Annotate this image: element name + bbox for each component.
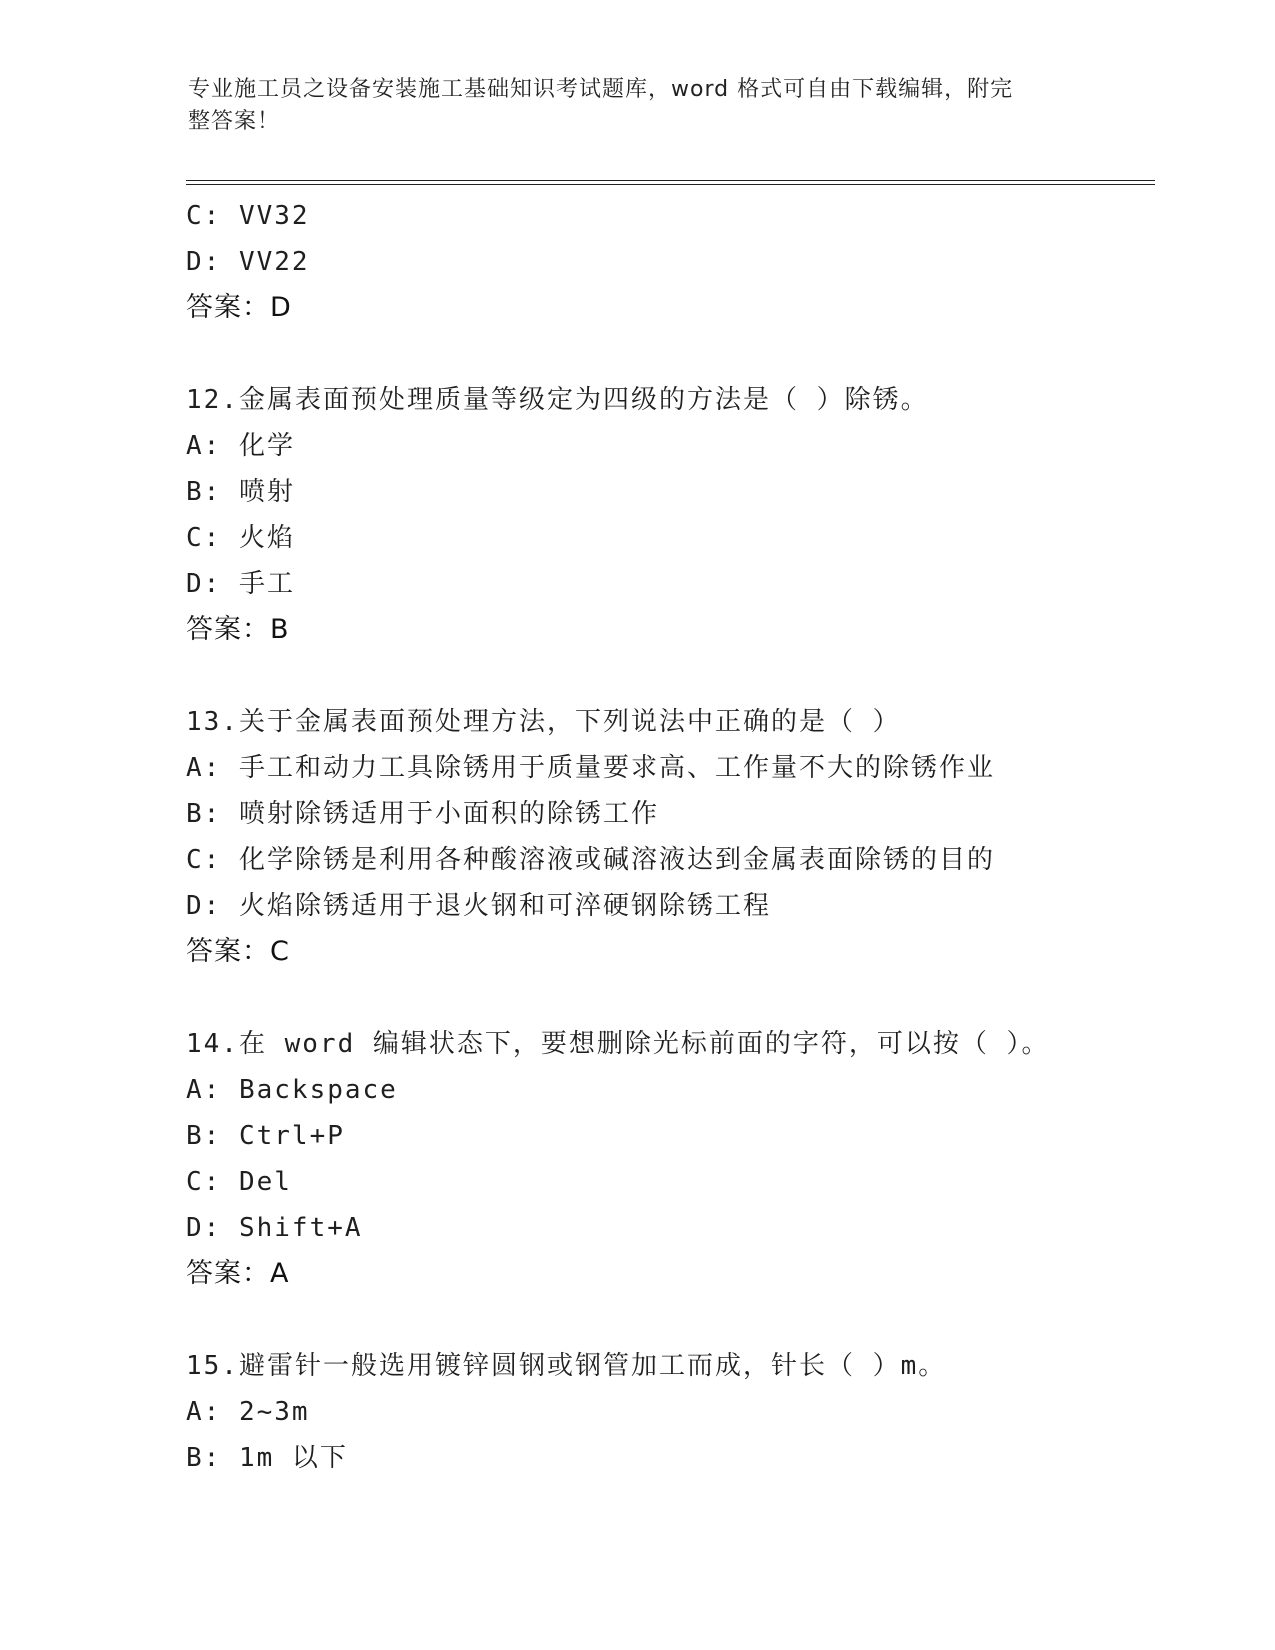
question-14 (186, 1021, 1186, 1297)
option-d: D: Shift+A (186, 1213, 363, 1243)
option-c: C: Del (186, 1167, 292, 1197)
question-12 (186, 377, 1186, 653)
question-11-continued (186, 193, 1186, 331)
answer-line: 答案：C (186, 936, 290, 967)
option-d: D: VV22 (186, 247, 310, 277)
option-d: D: 火焰除锈适用于退火钢和可淬硬钢除锈工程 (186, 891, 771, 921)
question-15 (186, 1343, 1186, 1481)
option-a: A: 2~3m (186, 1397, 310, 1427)
header-divider-bottom (186, 184, 1155, 185)
question-stem: 13.关于金属表面预处理方法，下列说法中正确的是（ ） (186, 707, 901, 737)
option-a: A: Backspace (186, 1075, 398, 1105)
document-header (188, 74, 1078, 138)
option-a: A: 手工和动力工具除锈用于质量要求高、工作量不大的除锈作业 (186, 753, 995, 783)
answer-line: 答案：B (186, 614, 290, 645)
option-b: B: 喷射除锈适用于小面积的除锈工作 (186, 799, 659, 829)
question-stem: 14.在 word 编辑状态下，要想删除光标前面的字符，可以按（ ）。 (186, 1029, 1050, 1059)
option-a: A: 化学 (186, 431, 295, 461)
option-b: B: 喷射 (186, 477, 295, 507)
spacer (186, 331, 1186, 377)
option-c: C: 化学除锈是利用各种酸溶液或碱溶液达到金属表面除锈的目的 (186, 845, 995, 875)
spacer (186, 1297, 1186, 1343)
spacer (186, 975, 1186, 1021)
answer-line: 答案：A (186, 1258, 290, 1289)
question-stem: 15.避雷针一般选用镀锌圆钢或钢管加工而成，针长（ ）m。 (186, 1351, 947, 1381)
question-stem: 12.金属表面预处理质量等级定为四级的方法是（ ）除锈。 (186, 385, 929, 415)
option-b: B: 1m 以下 (186, 1443, 348, 1473)
question-13 (186, 699, 1186, 975)
answer-line: 答案：D (186, 292, 292, 323)
option-c: C: VV32 (186, 201, 310, 231)
header-line-1: 专业施工员之设备安装施工基础知识考试题库，word 格式可自由下载编辑，附完 (188, 77, 1014, 102)
header-divider-top (186, 180, 1155, 181)
spacer (186, 653, 1186, 699)
option-d: D: 手工 (186, 569, 295, 599)
option-c: C: 火焰 (186, 523, 295, 553)
option-b: B: Ctrl+P (186, 1121, 345, 1151)
header-line-2: 整答案！ (188, 109, 281, 134)
question-list (186, 193, 1186, 1481)
